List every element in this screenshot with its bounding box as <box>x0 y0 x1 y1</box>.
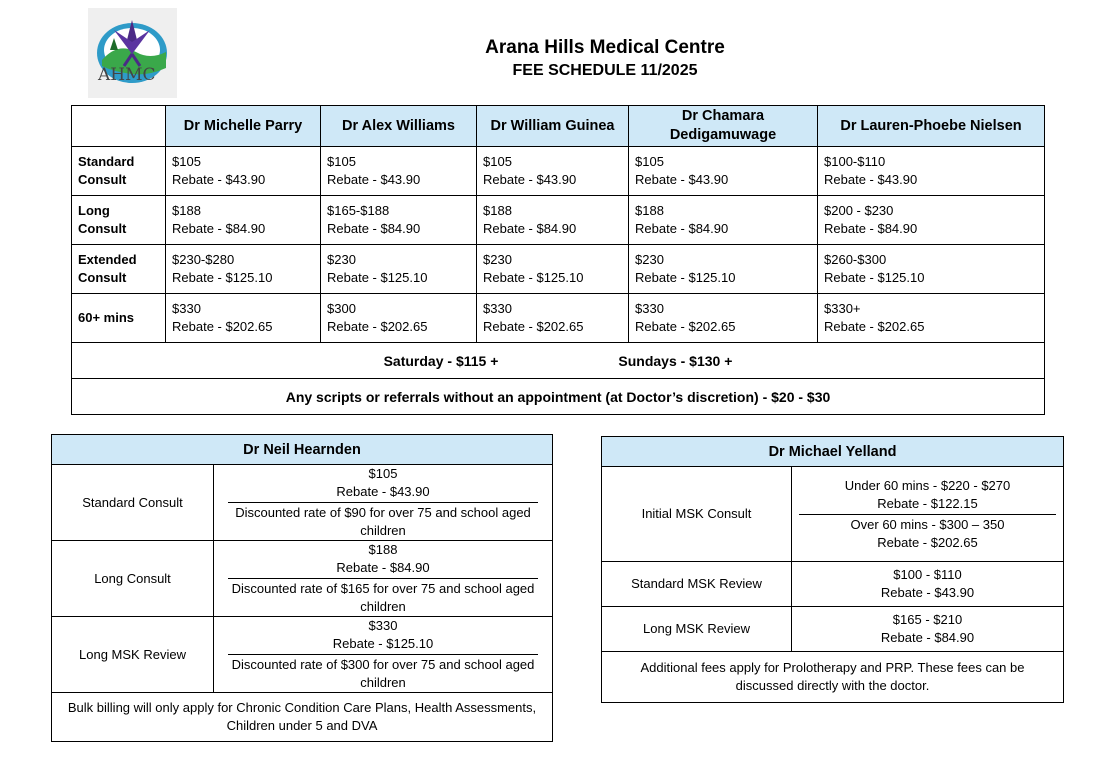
table-row <box>602 562 1064 607</box>
page-subtitle: FEE SCHEDULE 11/2025 <box>512 62 698 79</box>
fee-cell <box>214 465 553 541</box>
fee: $105 <box>327 154 356 169</box>
fee-cell <box>792 562 1064 607</box>
rebate: Rebate - $43.90 <box>635 172 729 187</box>
fee: $230 <box>635 252 664 267</box>
fee-cell <box>166 147 321 196</box>
rebate: Rebate - $125.10 <box>327 270 428 285</box>
discount-note: Discounted rate of $90 for over 75 and school aged children <box>235 505 531 538</box>
table-row <box>602 467 1064 562</box>
doctor-header: Dr Neil Hearnden <box>52 435 553 465</box>
fee-cell <box>321 245 477 294</box>
logo-lettering: AHMC <box>98 65 156 85</box>
fee: $165 - $210 <box>892 612 963 627</box>
row-label: Initial MSK Consult <box>602 467 792 562</box>
row-label: Long Consult <box>52 541 214 617</box>
rebate: Rebate - $84.90 <box>172 221 266 236</box>
fee: $188 <box>483 203 512 218</box>
fee: $188 <box>635 203 664 218</box>
doctor-header: Dr Lauren-Phoebe Nielsen <box>818 106 1045 147</box>
doctor-header: Dr Michael Yelland <box>602 437 1064 467</box>
fee: $330+ <box>824 301 861 316</box>
discount-note: Discounted rate of $300 for over 75 and school aged children <box>231 657 535 690</box>
rebate: Rebate - $84.90 <box>880 630 975 645</box>
fee-cell <box>792 467 1064 562</box>
fee-cell <box>818 294 1045 343</box>
row-label: Long Consult <box>72 196 166 245</box>
rebate: Rebate - $125.10 <box>483 270 584 285</box>
sunday-fee: Sundays - $130 + <box>618 352 733 369</box>
rebate: Rebate - $43.90 <box>824 172 918 187</box>
rebate: Rebate - $125.10 <box>172 270 273 285</box>
table-row <box>72 147 1045 196</box>
rebate: Rebate - $202.65 <box>635 319 736 334</box>
row-label: Long MSK Review <box>52 617 214 693</box>
fee: $230 <box>327 252 356 267</box>
rebate: Rebate - $43.90 <box>880 585 975 600</box>
doctor-header: Dr William Guinea <box>477 106 629 147</box>
rebate: Rebate - $43.90 <box>336 484 430 499</box>
fee-cell <box>818 147 1045 196</box>
table-row <box>72 245 1045 294</box>
table-row <box>52 541 553 617</box>
header <box>405 36 805 82</box>
rebate: Rebate - $125.10 <box>635 270 736 285</box>
fee: $330 <box>635 301 664 316</box>
main-fee-table <box>71 105 1045 415</box>
fee: Over 60 mins - $300 – 350 <box>850 516 1005 532</box>
fee-cell <box>792 607 1064 652</box>
doctor-header-row <box>72 106 1045 147</box>
row-label: 60+ mins <box>72 294 166 343</box>
rebate: Rebate - $84.90 <box>336 560 430 575</box>
rebate: Rebate - $125.10 <box>824 270 925 285</box>
row-label: Standard MSK Review <box>602 562 792 607</box>
fee: $200 - $230 <box>824 203 894 218</box>
table-row <box>72 196 1045 245</box>
rebate: Rebate - $84.90 <box>824 221 918 236</box>
page-title: Arana Hills Medical Centre <box>485 37 725 58</box>
table-row <box>602 607 1064 652</box>
fee-cell <box>629 196 818 245</box>
rebate: Rebate - $202.65 <box>483 319 584 334</box>
fee-cell <box>629 147 818 196</box>
rebate: Rebate - $122.15 <box>877 495 978 511</box>
fee: $230 <box>483 252 512 267</box>
fee-cell <box>818 245 1045 294</box>
corner-cell <box>72 106 166 147</box>
weekend-row <box>72 343 1045 379</box>
rebate: Rebate - $84.90 <box>327 221 421 236</box>
fee-cell <box>166 196 321 245</box>
fee: $260-$300 <box>824 252 887 267</box>
discount-note: Discounted rate of $165 for over 75 and school aged children <box>231 581 535 614</box>
fee: $300 <box>327 301 356 316</box>
fee-cell <box>166 294 321 343</box>
row-label: Extended Consult <box>72 245 166 294</box>
fee-cell <box>629 245 818 294</box>
fee: $330 <box>172 301 201 316</box>
rebate: Rebate - $43.90 <box>327 172 421 187</box>
clinic-logo <box>88 8 177 98</box>
additional-fees-note: Additional fees apply for Prolotherapy and PRP. These fees can be discussed directly with the doctor. <box>602 652 1064 703</box>
rebate: Rebate - $202.65 <box>824 319 925 334</box>
fee: $100 - $110 <box>893 567 962 582</box>
logo-graphic <box>88 8 177 98</box>
fee-cell <box>321 294 477 343</box>
rebate: Rebate - $202.65 <box>327 319 428 334</box>
bulk-billing-note: Bulk billing will only apply for Chronic Condition Care Plans, Health Assessments, Children under 5 and DVA <box>52 693 553 742</box>
fee-cell <box>166 245 321 294</box>
fee-cell <box>214 617 553 693</box>
rebate: Rebate - $202.65 <box>877 534 978 550</box>
fee-cell <box>818 196 1045 245</box>
fee-cell <box>321 196 477 245</box>
fee-cell <box>477 196 629 245</box>
fee-cell <box>477 294 629 343</box>
fee: $188 <box>172 203 201 218</box>
fee: $105 <box>635 154 664 169</box>
fee-cell <box>321 147 477 196</box>
doctor-header: Dr Alex Williams <box>321 106 477 147</box>
fee: $165-$188 <box>327 203 390 218</box>
table-row <box>72 294 1045 343</box>
doctor-header: Dr Michelle Parry <box>166 106 321 147</box>
doctor-header: Dr Chamara Dedigamuwage <box>629 106 818 147</box>
michael-yelland-table <box>601 436 1064 703</box>
fee: $105 <box>172 154 201 169</box>
fee: $105 <box>368 466 398 481</box>
rebate: Rebate - $43.90 <box>483 172 577 187</box>
fee: $105 <box>483 154 512 169</box>
row-label: Standard Consult <box>72 147 166 196</box>
rebate: Rebate - $84.90 <box>635 221 729 236</box>
row-label: Long MSK Review <box>602 607 792 652</box>
fee: $188 <box>368 542 398 557</box>
table-row <box>52 617 553 693</box>
fee: $100-$110 <box>824 154 886 169</box>
rebate: Rebate - $202.65 <box>172 319 273 334</box>
scripts-row <box>72 379 1045 415</box>
fee: $330 <box>368 618 398 633</box>
rebate: Rebate - $84.90 <box>483 221 577 236</box>
row-label: Standard Consult <box>52 465 214 541</box>
rebate: Rebate - $43.90 <box>172 172 266 187</box>
fee: $330 <box>483 301 512 316</box>
rebate: Rebate - $125.10 <box>332 636 434 651</box>
saturday-fee: Saturday - $115 + <box>383 352 499 369</box>
fee-cell <box>477 147 629 196</box>
weekend-fees <box>72 343 1045 379</box>
neil-hearnden-table <box>51 434 553 742</box>
fee-cell <box>629 294 818 343</box>
scripts-note: Any scripts or referrals without an appointment (at Doctor’s discretion) - $20 - $30 <box>72 379 1045 415</box>
fee-cell <box>477 245 629 294</box>
fee: Under 60 mins - $220 - $270 <box>844 477 1011 493</box>
fee-cell <box>214 541 553 617</box>
fee: $230-$280 <box>172 252 235 267</box>
table-row <box>52 465 553 541</box>
